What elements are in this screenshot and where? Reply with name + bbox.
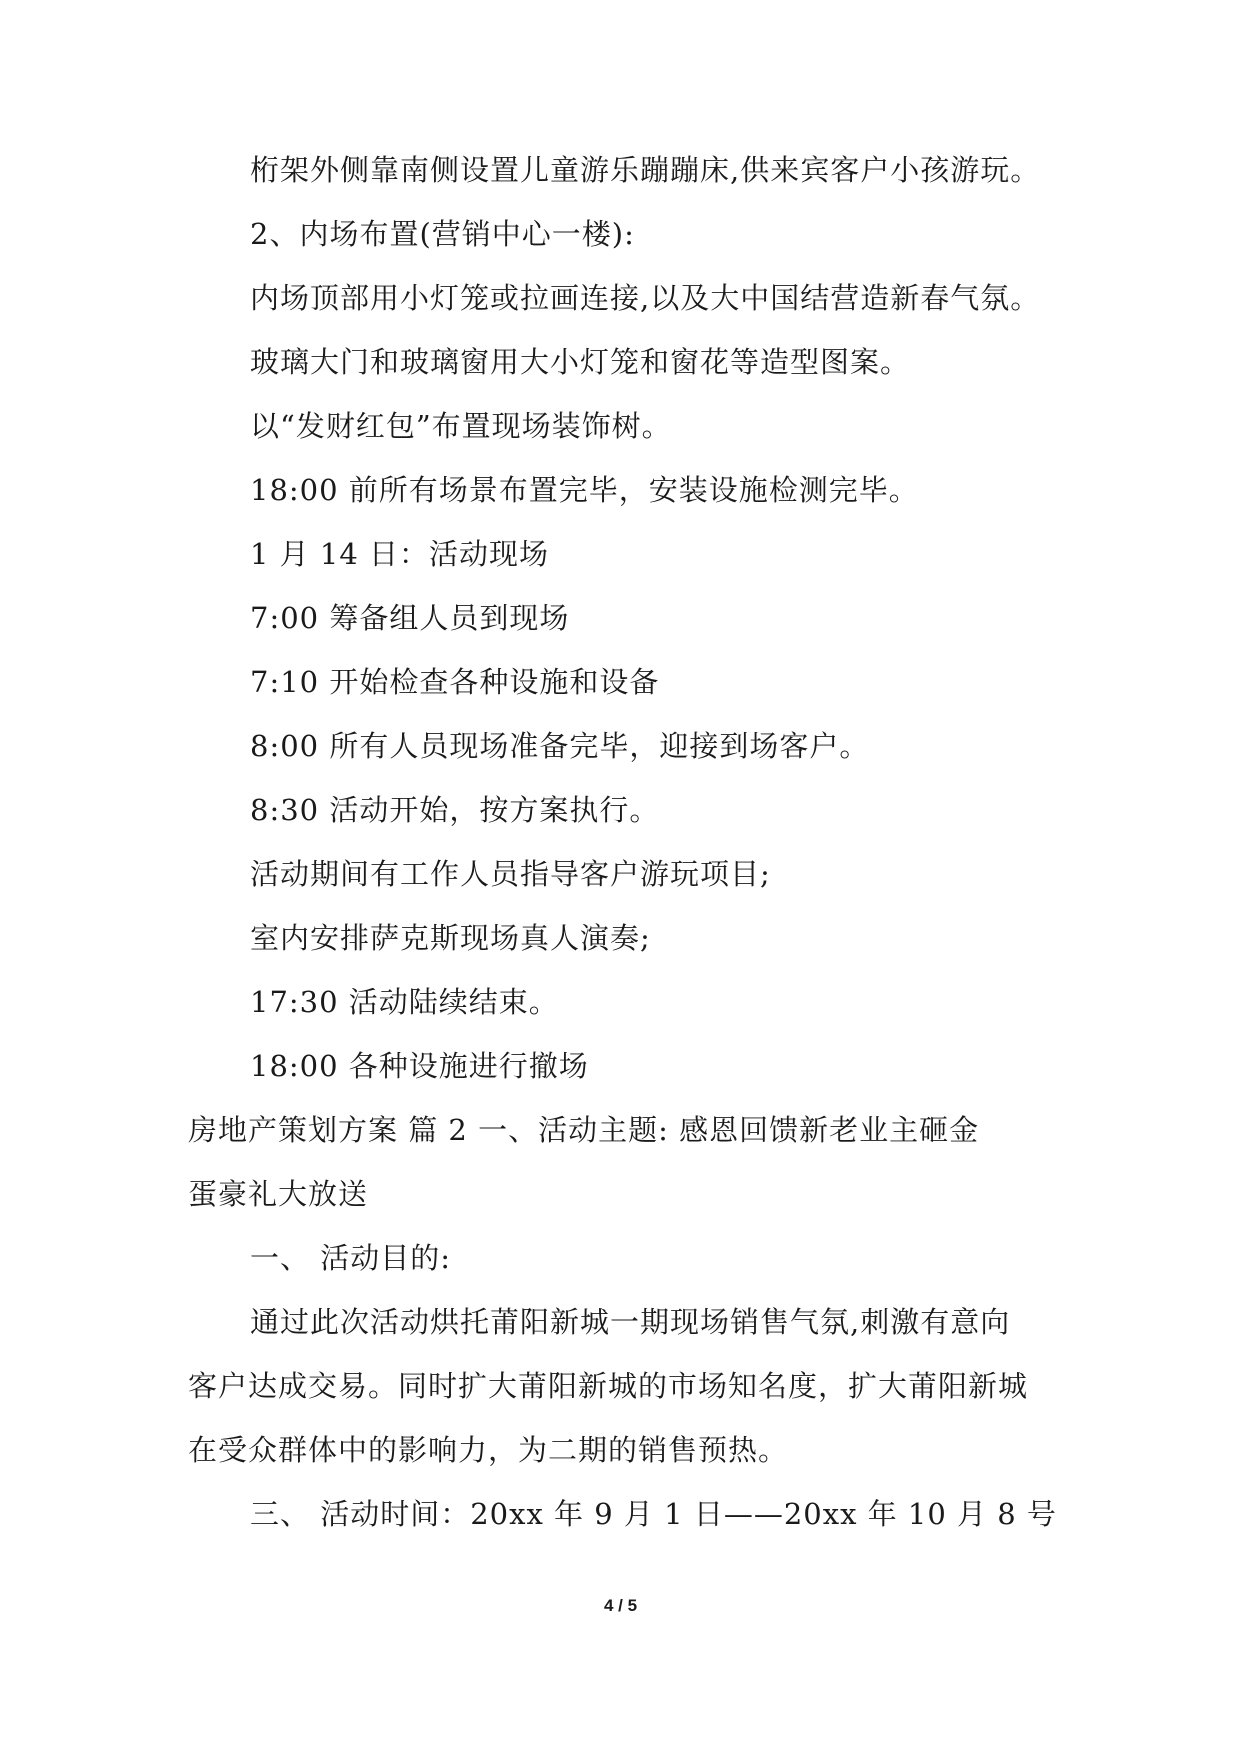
text-line: 玻璃大门和玻璃窗用大小灯笼和窗花等造型图案。 (250, 345, 911, 379)
section-heading-continued: 蛋豪礼大放送 (188, 1177, 369, 1211)
text-line: 7:10 开始检查各种设施和设备 (250, 665, 660, 699)
text-line: 三、 活动时间：20xx 年 9 月 1 日——20xx 年 10 月 8 号 (250, 1497, 1057, 1531)
text-line: 活动期间有工作人员指导客户游玩项目; (250, 857, 771, 891)
text-line: 7:00 筹备组人员到现场 (250, 601, 570, 635)
text-line: 2、内场布置(营销中心一楼): (250, 217, 635, 251)
text-line: 桁架外侧靠南侧设置儿童游乐蹦蹦床,供来宾客户小孩游玩。 (250, 153, 1041, 187)
text-line: 一、 活动目的: (250, 1241, 451, 1275)
text-line: 18:00 各种设施进行撤场 (250, 1049, 589, 1083)
text-line: 客户达成交易。同时扩大莆阳新城的市场知名度，扩大莆阳新城 (188, 1369, 1029, 1403)
text-line: 内场顶部用小灯笼或拉画连接,以及大中国结营造新春气氛。 (250, 281, 1041, 315)
text-line: 室内安排萨克斯现场真人演奏; (250, 921, 651, 955)
section-heading: 房地产策划方案 篇 2 一、活动主题: 感恩回馈新老业主砸金 (188, 1113, 980, 1147)
text-line: 18:00 前所有场景布置完毕，安装设施检测完毕。 (250, 473, 919, 507)
text-line: 17:30 活动陆续结束。 (250, 985, 559, 1019)
text-line: 在受众群体中的影响力，为二期的销售预热。 (188, 1433, 789, 1467)
text-line: 1 月 14 日：活动现场 (250, 537, 550, 571)
text-line: 以“发财红包”布置现场装饰树。 (250, 409, 672, 443)
page-number: 4 / 5 (603, 1596, 638, 1615)
text-line: 8:30 活动开始，按方案执行。 (250, 793, 660, 827)
text-line: 8:00 所有人员现场准备完毕，迎接到场客户。 (250, 729, 870, 763)
text-line: 通过此次活动烘托莆阳新城一期现场销售气氛,刺激有意向 (250, 1305, 1011, 1339)
